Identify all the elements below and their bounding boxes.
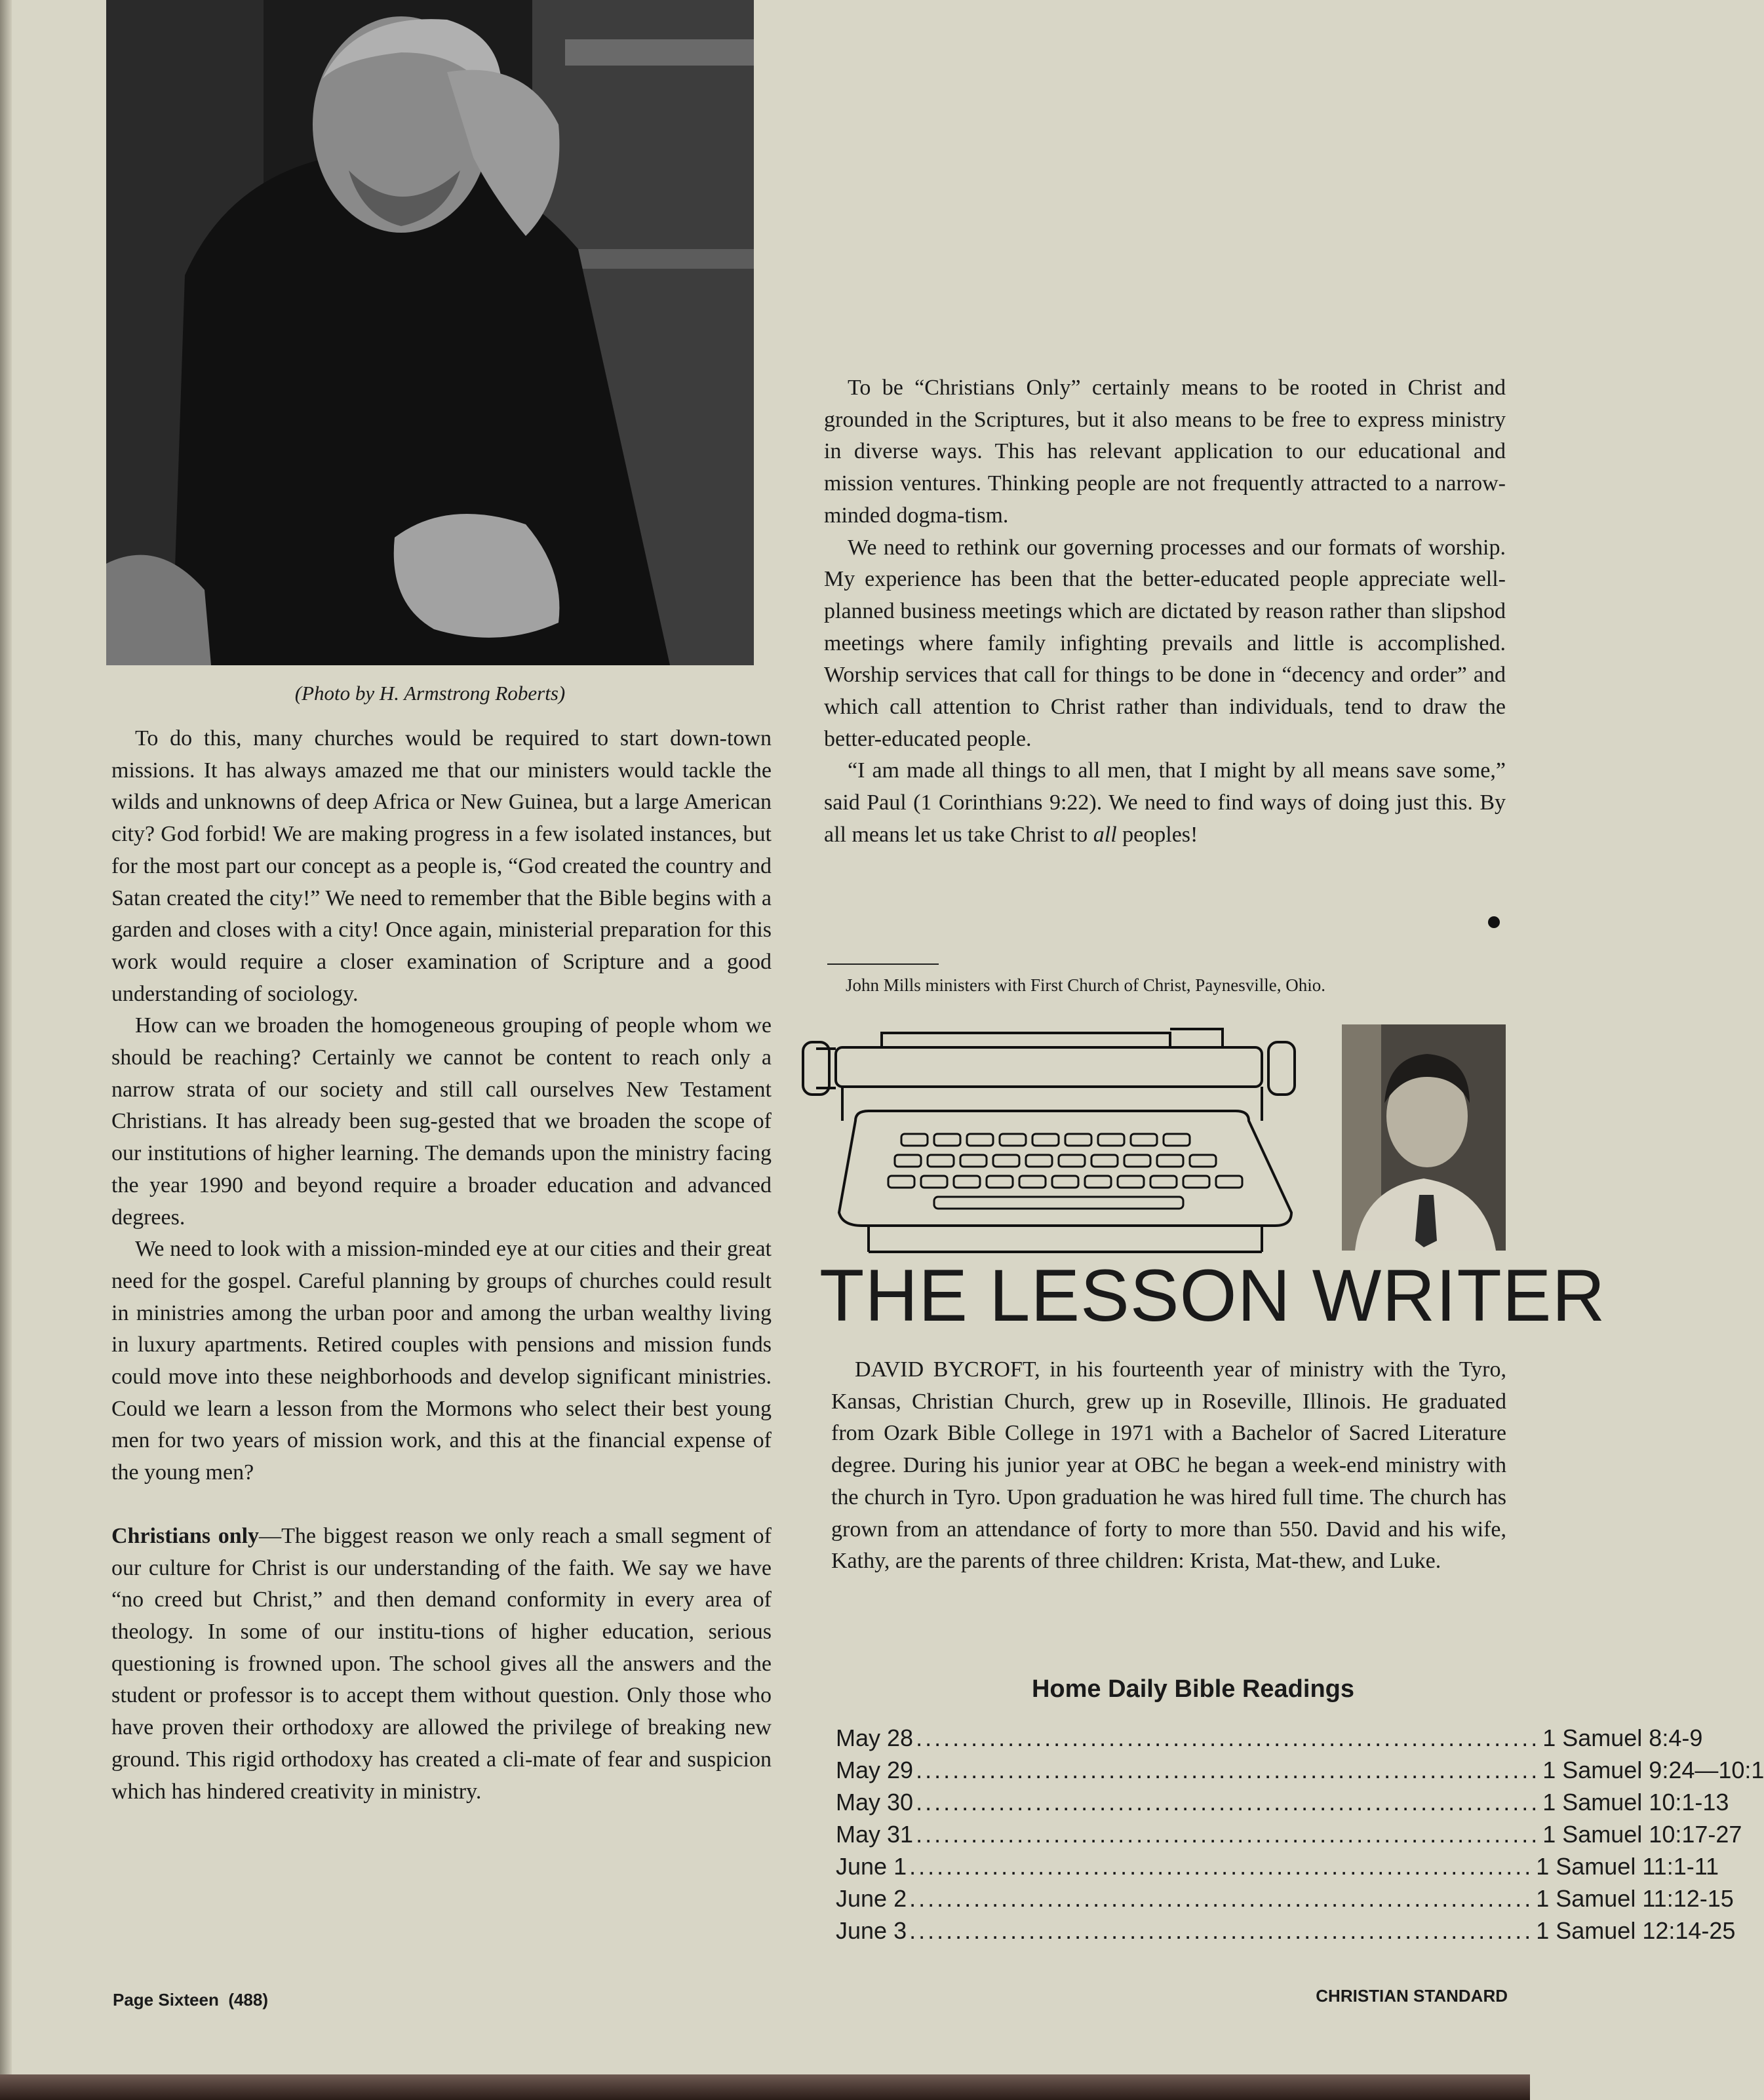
readings-title: Home Daily Bible Readings	[1031, 1675, 1354, 1703]
reading-row	[836, 1724, 1703, 1757]
reading-reference: 1 Samuel 10:17-27	[1542, 1821, 1742, 1848]
photo-caption: (Photo by H. Armstrong Roberts)	[294, 682, 566, 705]
reading-reference: 1 Samuel 9:24—10:1	[1542, 1757, 1764, 1783]
reading-reference: 1 Samuel 10:1-13	[1542, 1789, 1729, 1816]
reading-leader-dots: ....................................................................	[916, 1821, 1540, 1848]
left-paragraph-2: How can we broaden the homogeneous grouping of people whom we should be reaching? Certainly we cannot be content to reach only a narrow strata of our society and still call ourselves New Testament Christians. It has already been sug-gested that we broaden the scope of our institutions of higher learning. The demands upon the ministry facing the year 1990 and beyond require a broader education and advanced degrees.	[111, 1013, 772, 1230]
reading-row	[836, 1757, 1764, 1789]
reading-leader-dots: ....................................................................	[916, 1724, 1540, 1751]
reading-row	[836, 1917, 1736, 1949]
reading-leader-dots: ....................................................................	[909, 1917, 1534, 1944]
lesson-writer-title: THE LESSON WRITER	[819, 1254, 1606, 1336]
reading-reference: 1 Samuel 12:14-25	[1536, 1917, 1736, 1944]
christians-only-paragraph	[111, 1521, 772, 1808]
right-paragraph-3-end: peoples!	[1116, 822, 1198, 847]
reading-reference: 1 Samuel 11:12-15	[1536, 1885, 1734, 1912]
page-edge	[0, 0, 12, 2100]
author-credit: John Mills ministers with First Church of Christ, Paynesville, Ohio.	[846, 975, 1326, 995]
reading-date: May 31	[836, 1821, 914, 1848]
reading-row	[836, 1885, 1734, 1917]
page-number: (488)	[228, 1990, 269, 2010]
reading-leader-dots: ....................................................................	[916, 1757, 1540, 1783]
section-lead-in: Christians only	[111, 1523, 260, 1548]
lesson-writer-bio: DAVID BYCROFT, in his fourteenth year of ministry with the Tyro, Kansas, Christian Church, grew up in Roseville, Illinois. He graduated from Ozark Bible College in 1971 with a Bachelor of Sacred Literature degree. During his junior year at OBC he began a week-end ministry with the church in Tyro. Upon graduation he was hired full time. The church has grown from an attendance of forty to more than 550. David and his wife, Kathy, are the parents of three children: Krista, Mat-thew, and Luke.	[831, 1357, 1506, 1574]
photo-man-head-in-hand	[106, 0, 754, 665]
reading-date: May 30	[836, 1789, 914, 1816]
reading-row	[836, 1821, 1742, 1853]
page-label: Page Sixteen	[113, 1990, 219, 2010]
right-paragraph-2: We need to rethink our governing processes and our formats of worship. My experience has been that the better-educated people appreciate well-planned business meetings which are dictated by reason rather than slipshod meetings where family infighting prevails and little is accomplished. Worship services that call for things to be done in “decency and order” and which call attention to Christ rather than individuals, tend to draw the better-educated people.	[824, 535, 1506, 751]
reading-date: May 29	[836, 1757, 914, 1783]
author-credit-rule	[827, 963, 939, 965]
page-footer-left	[113, 1990, 268, 2010]
left-paragraph-3: We need to look with a mission-minded eye at our cities and their great need for the gospel. Careful planning by groups of churches could result in ministries among the urban poor and among the urban wealthy living in luxury apartments. Retired couples with pensions and mission funds could move into these neighborhoods and develop significant ministries. Could we learn a lesson from the Mormons who select their best young men for two years of mission work, and this at the financial expense of the young men?	[111, 1237, 772, 1485]
reading-row	[836, 1853, 1719, 1885]
publication-name: CHRISTIAN STANDARD	[1316, 1986, 1508, 2006]
author-photo	[1342, 1024, 1506, 1251]
reading-leader-dots: ....................................................................	[909, 1885, 1534, 1912]
reading-date: May 28	[836, 1724, 914, 1751]
readings-list	[836, 1724, 1764, 1949]
section-spacer	[111, 1489, 772, 1521]
left-column	[111, 723, 772, 1808]
photo-illustration	[106, 0, 754, 665]
lesson-writer-bio-column	[831, 1354, 1506, 1578]
section-text: —The biggest reason we only reach a small segment of our culture for Christ is our understanding of the faith. We say we have “no creed but Christ,” and then demand conformity in every area of theology. In some of our institu-tions of higher education, serious questioning is frowned upon. The school gives all the answers and the student or professor is to accept them without question. Only those who have proven their orthodoxy are allowed the privilege of breaking new ground. This rigid orthodoxy has created a cli-mate of fear and suspicion which has hindered creativity in ministry.	[111, 1523, 772, 1804]
right-column-article	[824, 372, 1506, 851]
reading-leader-dots: ....................................................................	[916, 1789, 1540, 1816]
typewriter-illustration	[803, 1029, 1327, 1258]
reading-date: June 1	[836, 1853, 907, 1880]
reading-reference: 1 Samuel 8:4-9	[1542, 1724, 1703, 1751]
reading-row	[836, 1789, 1729, 1821]
reading-date: June 2	[836, 1885, 907, 1912]
reading-date: June 3	[836, 1917, 907, 1944]
emphasis-all: all	[1093, 822, 1117, 847]
reading-leader-dots: ....................................................................	[909, 1853, 1534, 1880]
left-paragraph-1: To do this, many churches would be required to start down-town missions. It has always amazed me that our ministers would tackle the wilds and unknowns of deep Africa or New Guinea, but a large American city? God forbid! We are making progress in a few isolated instances, but for the most part our concept as a people is, “God created the country and Satan created the city!” We need to remember that the Bible begins with a garden and closes with a city! Once again, ministerial preparation for this work would require a closer examination of Scripture and a good understanding of sociology.	[111, 726, 772, 1006]
reading-reference: 1 Samuel 11:1-11	[1536, 1853, 1719, 1880]
end-of-article-dot	[1488, 916, 1500, 928]
right-paragraph-3-text: “I am made all things to all men, that I might by all means save some,” said Paul (1 Corinthians 9:22). We need to find ways of doing just this. By all means let us take Christ to	[824, 758, 1506, 847]
scan-bottom-edge	[0, 2074, 1530, 2100]
author-portrait	[1342, 1024, 1506, 1251]
right-paragraph-1: To be “Christians Only” certainly means to be rooted in Christ and grounded in the Scriptures, but it also means to be free to express ministry in diverse ways. This has relevant application to our educational and mission ventures. Thinking people are not frequently attracted to a narrow-minded dogma-tism.	[824, 376, 1506, 528]
right-paragraph-3	[824, 755, 1506, 851]
